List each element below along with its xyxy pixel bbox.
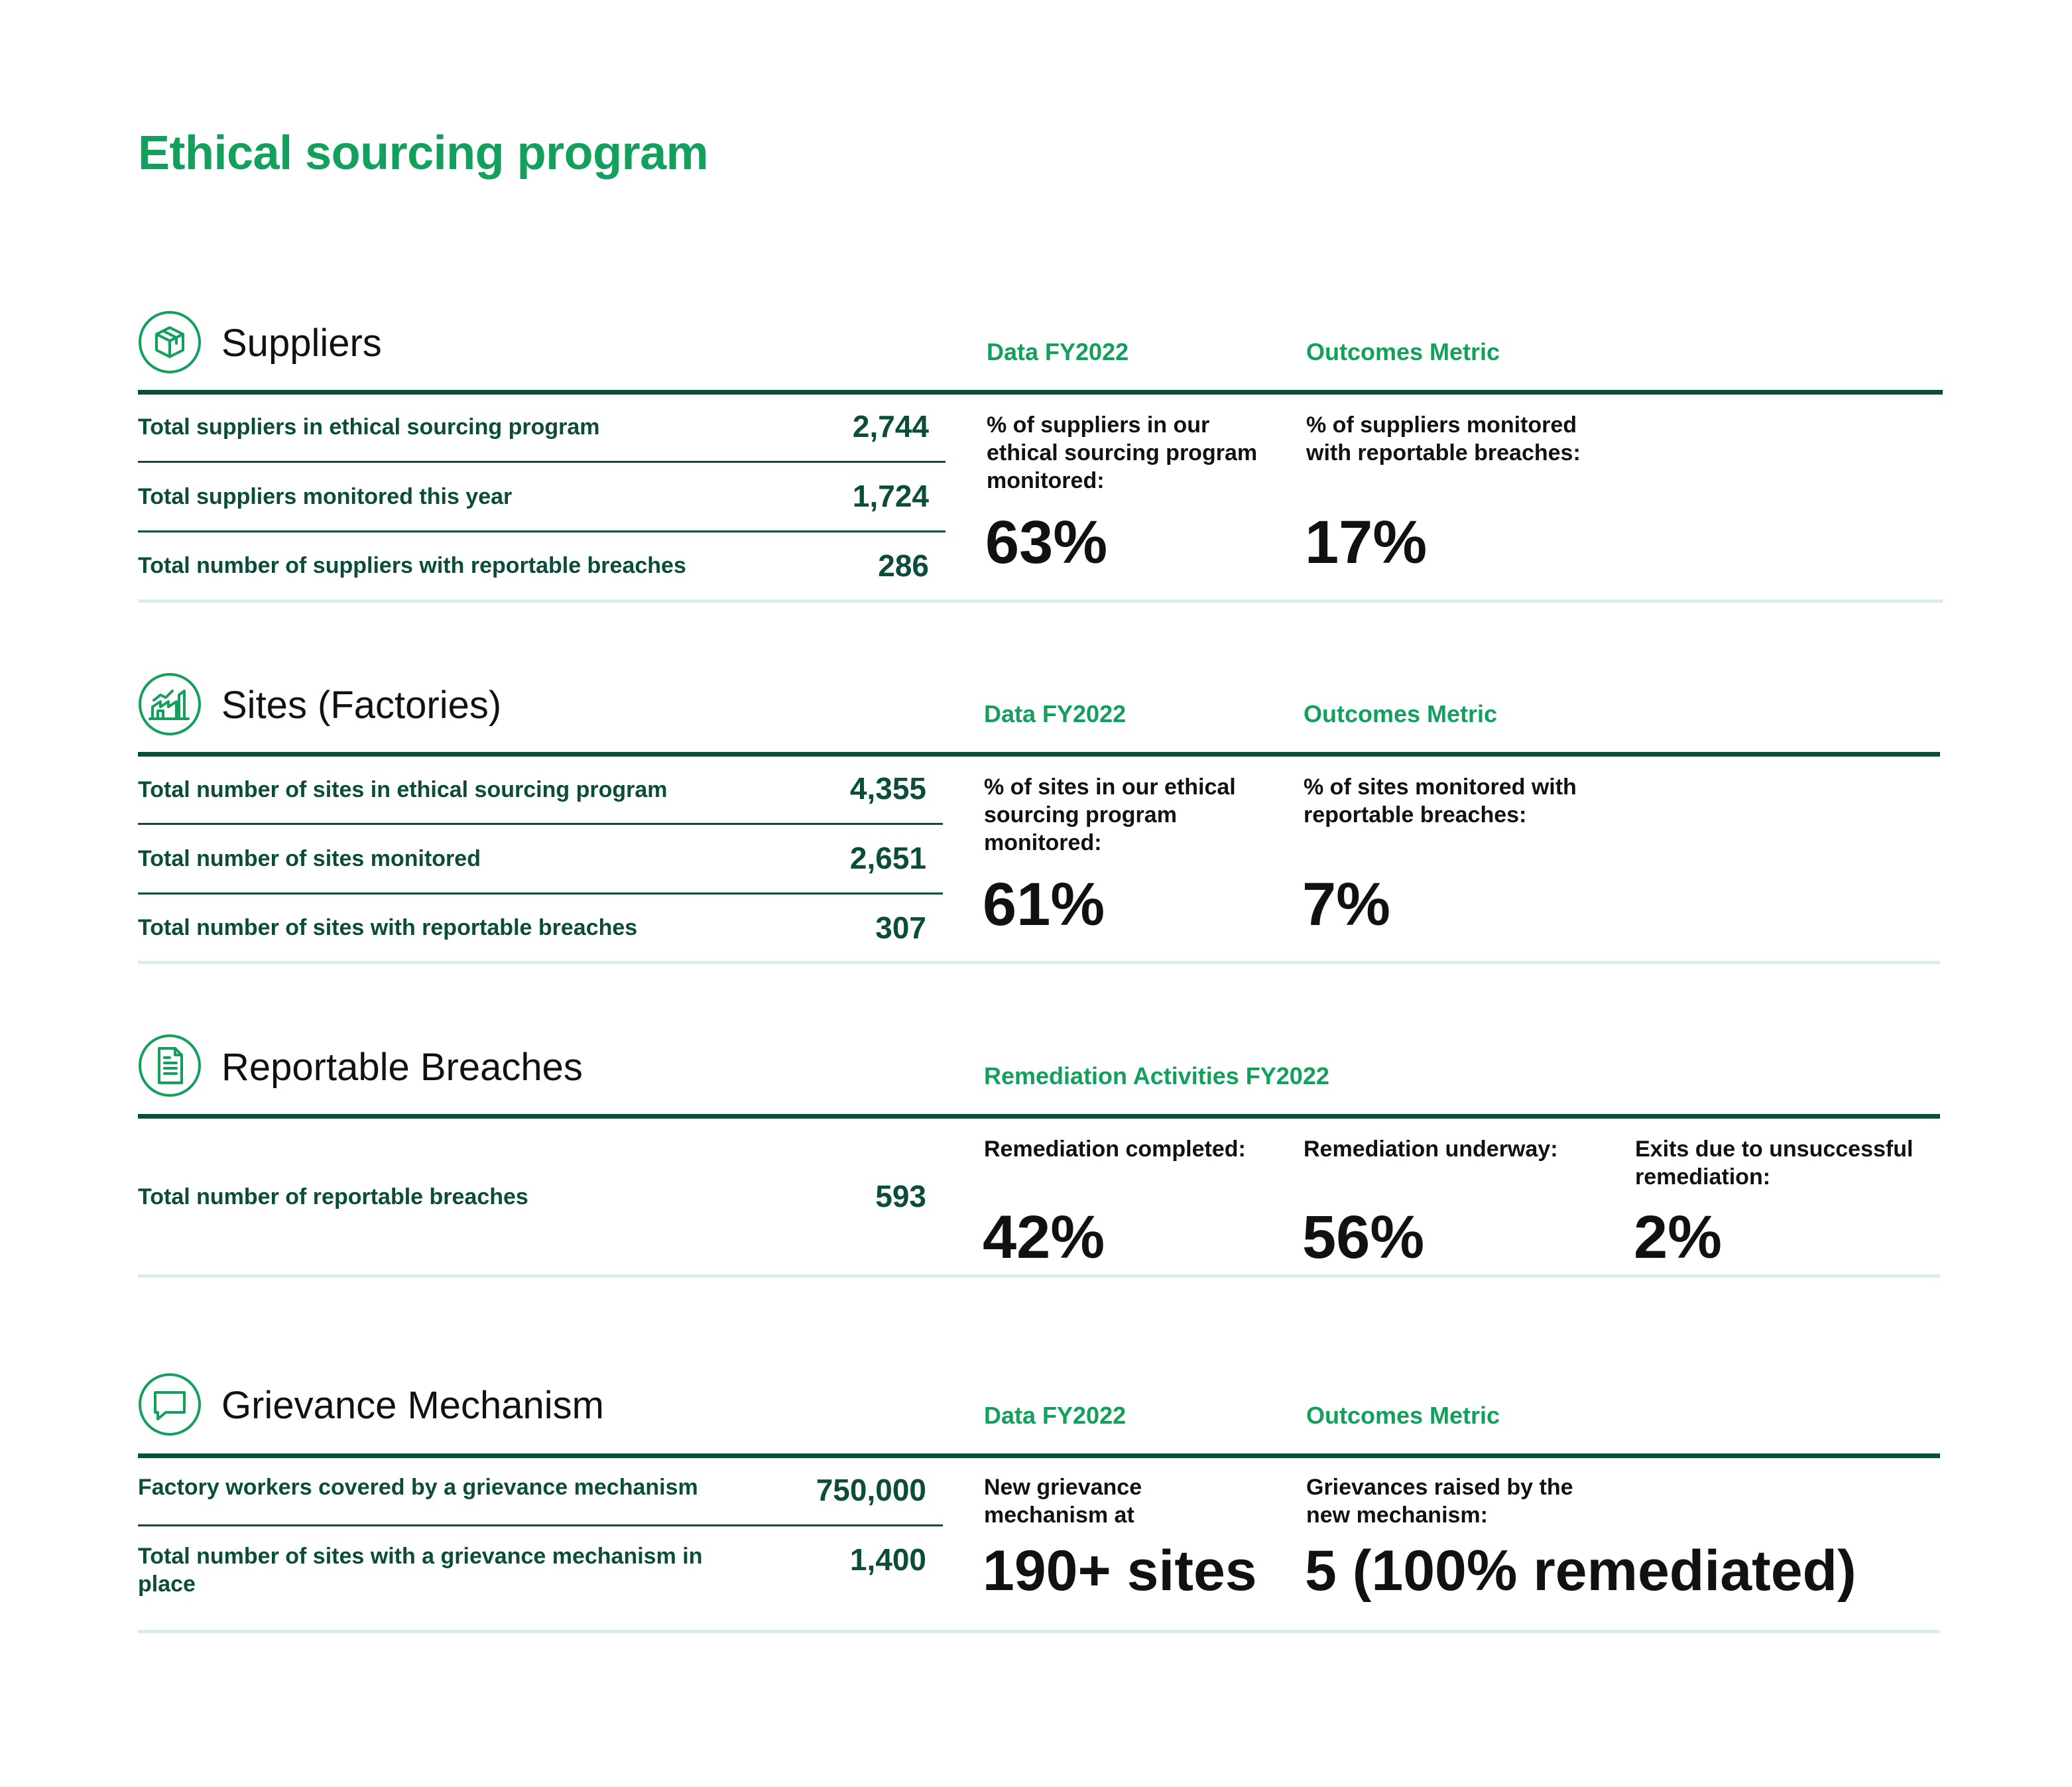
row-label: Total number of reportable breaches: [138, 1184, 528, 1209]
package-box-icon: [138, 310, 202, 374]
metric-value: 42%: [983, 1203, 1105, 1271]
column-header-outcomes: Outcomes Metric: [1306, 338, 1500, 365]
section-title: Grievance Mechanism: [221, 1384, 604, 1427]
row-label: Total number of sites monitored: [138, 846, 481, 871]
column-header-outcomes: Outcomes Metric: [1306, 1402, 1500, 1429]
metric-label: Remediation completed:: [984, 1137, 1246, 1162]
metric-label: % of suppliers in our ethical sourcing program monitored:: [987, 412, 1258, 493]
section-divider: [138, 1453, 1940, 1458]
row-divider: [138, 823, 943, 825]
row-label: Total suppliers monitored this year: [138, 484, 513, 509]
speech-bubble-icon: [138, 1373, 202, 1436]
row-value: 593: [875, 1179, 926, 1213]
row-divider: [138, 461, 945, 463]
metric-label: Grievances raised by the new mechanism:: [1306, 1475, 1573, 1528]
row-label: Total number of sites in ethical sourcing program: [138, 777, 668, 802]
metric-value: 7%: [1302, 871, 1390, 938]
row-label: Total number of sites with reportable breaches: [138, 915, 638, 940]
row-label: Total suppliers in ethical sourcing program: [138, 414, 600, 440]
metric-value: 5 (100% remediated): [1305, 1539, 1857, 1603]
section-divider: [138, 752, 1940, 757]
row-divider: [138, 530, 945, 532]
row-value: 2,744: [852, 409, 929, 444]
row-value: 750,000: [816, 1473, 926, 1507]
row-value: 4,355: [849, 771, 926, 806]
row-value: 307: [875, 910, 926, 945]
row-label: Total number of suppliers with reportable breaches: [138, 553, 686, 578]
metric-value: 63%: [985, 509, 1108, 576]
section-title: Reportable Breaches: [221, 1046, 583, 1089]
metric-label: % of sites monitored with reportable breaches:: [1304, 774, 1577, 828]
column-header-remediation: Remediation Activities FY2022: [984, 1062, 1329, 1089]
row-value: 286: [878, 548, 929, 583]
section-end-rule: [138, 599, 1943, 603]
row-value: 1,724: [852, 479, 929, 513]
document-icon: [138, 1034, 202, 1097]
metric-label: Exits due to unsuccessful remediation:: [1635, 1137, 1914, 1190]
metric-label: Remediation underway:: [1304, 1137, 1558, 1162]
row-value: 2,651: [849, 841, 926, 875]
section-end-rule: [138, 1630, 1940, 1633]
section-title: Suppliers: [221, 322, 382, 365]
section-divider: [138, 1114, 1940, 1119]
section-divider: [138, 390, 1943, 395]
metric-label: New grievance mechanism at: [984, 1475, 1142, 1528]
metric-value: 190+ sites: [983, 1539, 1257, 1603]
metric-label: % of suppliers monitored with reportable breaches:: [1306, 412, 1581, 465]
section-end-rule: [138, 961, 1940, 964]
metric-value: 17%: [1305, 509, 1428, 576]
section-title: Sites (Factories): [221, 684, 502, 727]
metric-value: 56%: [1302, 1203, 1425, 1271]
row-label: Factory workers covered by a grievance mechanism: [138, 1475, 698, 1500]
metric-value: 2%: [1634, 1203, 1722, 1271]
metric-label: % of sites in our ethical sourcing program monitored:: [984, 774, 1236, 855]
row-label: Total number of sites with a grievance mechanism in place: [138, 1544, 703, 1597]
section-end-rule: [138, 1274, 1940, 1278]
column-header-data: Data FY2022: [984, 1402, 1127, 1429]
column-header-data: Data FY2022: [987, 338, 1129, 365]
metric-value: 61%: [983, 871, 1105, 938]
row-value: 1,400: [849, 1542, 926, 1577]
row-divider: [138, 893, 943, 894]
column-header-outcomes: Outcomes Metric: [1304, 700, 1498, 727]
page-title: Ethical sourcing program: [138, 127, 709, 180]
factory-icon: [138, 672, 202, 736]
row-divider: [138, 1524, 943, 1526]
column-header-data: Data FY2022: [984, 700, 1127, 727]
